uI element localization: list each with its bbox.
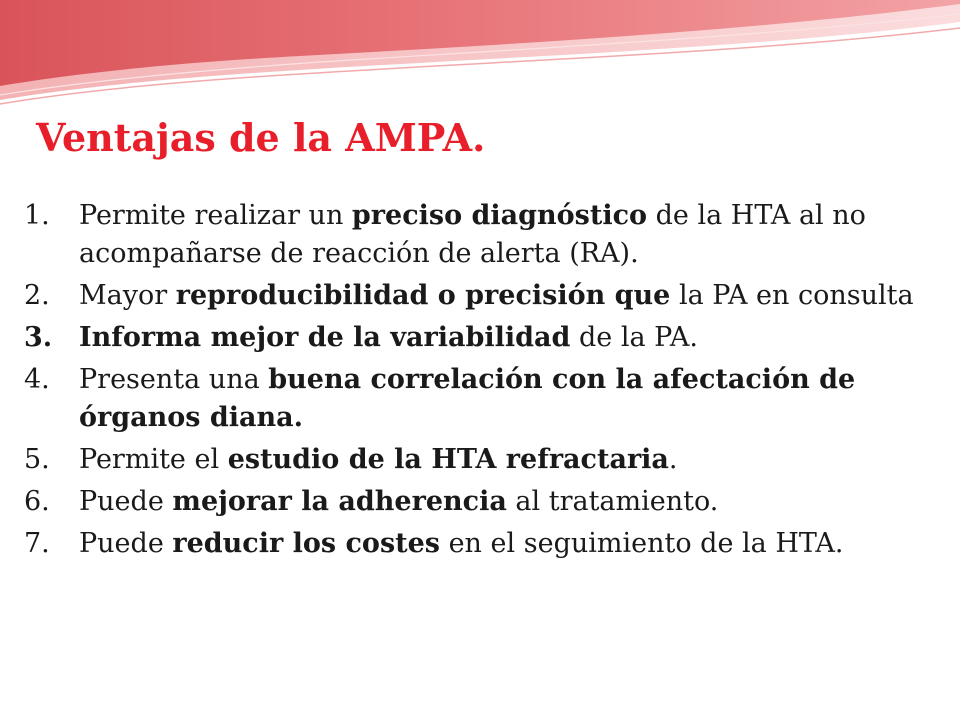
- list-item-text: al tratamiento.: [506, 486, 719, 517]
- list-item: [24, 277, 934, 315]
- list-item: [24, 361, 934, 437]
- list-item-text: en el seguimiento de la HTA.: [440, 528, 844, 559]
- list-item-number: 3.: [24, 322, 53, 353]
- list-item-number: 6.: [24, 486, 50, 517]
- list-item-text: Permite realizar un: [79, 200, 352, 231]
- list-item: [24, 483, 934, 521]
- list-item: [24, 525, 934, 563]
- list-item-number: 4.: [24, 364, 50, 395]
- list-item-text: .: [668, 444, 678, 475]
- list-item-bold-text: reducir los costes: [172, 528, 440, 559]
- list-item-number: 7.: [24, 528, 50, 559]
- list-item-text: Presenta una: [79, 364, 269, 395]
- list-item-bold-text: buena correlación con la afectación de órganos diana.: [79, 364, 856, 433]
- advantages-list: [24, 197, 934, 567]
- list-item-number: 2.: [24, 280, 50, 311]
- list-item-text: Permite el: [79, 444, 228, 475]
- list-item: [24, 197, 934, 273]
- list-item-text: Puede: [79, 528, 173, 559]
- list-item-text: de la PA.: [570, 322, 698, 353]
- list-item-text: Puede: [79, 486, 173, 517]
- list-item-bold-text: reproducibilidad o precisión que: [175, 280, 671, 311]
- list-item: [24, 441, 934, 479]
- list-item-number: 5.: [24, 444, 50, 475]
- list-item-text: la PA en consulta: [670, 280, 914, 311]
- header-wave-decoration: [0, 0, 960, 110]
- list-item-number: 1.: [24, 200, 50, 231]
- list-item-bold-text: Informa mejor de la variabilidad: [79, 322, 571, 353]
- list-item-bold-text: mejorar la adherencia: [172, 486, 507, 517]
- list-item: [24, 319, 934, 357]
- list-item-text: de la HTA al no acompañarse de reacción de alerta (RA).: [79, 200, 866, 269]
- list-item-bold-text: preciso diagnóstico: [351, 200, 648, 231]
- list-item-text: Mayor: [79, 280, 176, 311]
- slide-title: Ventajas de la AMPA.: [36, 115, 486, 160]
- list-item-bold-text: estudio de la HTA refractaria: [227, 444, 669, 475]
